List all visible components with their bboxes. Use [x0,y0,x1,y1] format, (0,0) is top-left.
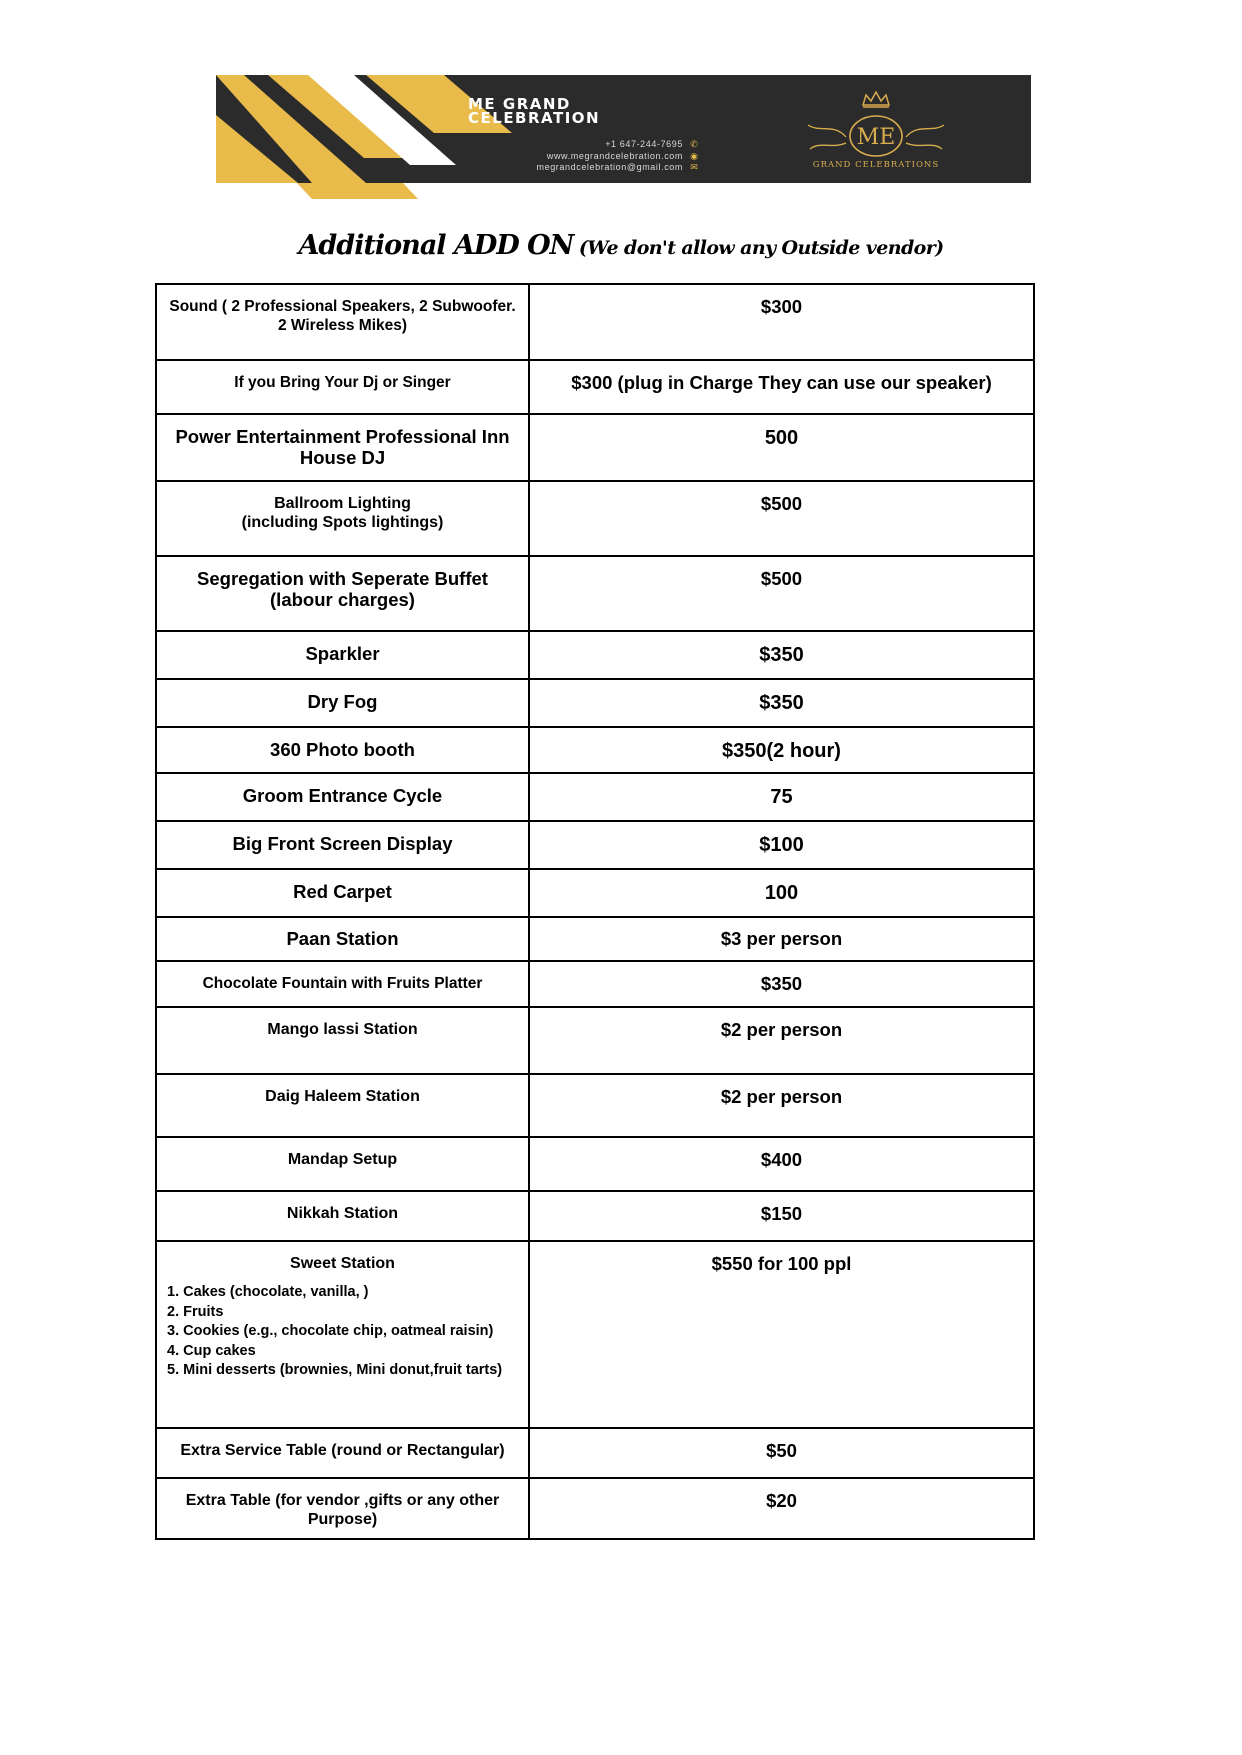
addon-item: Sparkler [305,643,380,664]
addon-price: $500 [760,568,803,589]
addon-item: Mango lassi Station [267,1021,418,1038]
table-row [156,631,1034,679]
addon-price: $350 [759,644,804,666]
addon-item: Sound ( 2 Professional Speakers, 2 Subwoofer. 2 Wireless Mikes) [169,298,516,334]
addon-price: $350 [759,692,804,714]
brand-name: ME GRAND CELEBRATION [468,95,601,127]
addon-price: $500 [760,493,803,514]
addon-price: $350 [760,973,803,994]
contact-icons [687,139,701,174]
email[interactable]: megrandcelebration@gmail.com [536,162,683,172]
table-row [156,284,1034,360]
svg-text:GRAND CELEBRATIONS: GRAND CELEBRATIONS [812,160,940,170]
addon-price: $300 (plug in Charge They can use our speaker) [571,372,992,393]
addon-item: Power Entertainment Professional Inn House DJ [175,426,510,468]
globe-icon: ◉ [690,150,698,161]
table-row [156,1074,1034,1137]
addon-price: $20 [766,1490,797,1511]
addon-price: $3 per person [720,928,843,949]
addon-item: Extra Service Table (round or Rectangular) [180,1442,505,1459]
addon-item: Segregation with Seperate Buffet (labour charges) [197,568,488,610]
gold-stripe-tail [216,183,446,199]
list-item: 4. Cup cakes [167,1342,256,1359]
table-row [156,679,1034,727]
title-note: (We don't allow any Outside vendor) [578,237,944,259]
addon-price: $550 for 100 ppl [711,1253,852,1274]
addon-item: 360 Photo booth [270,739,415,760]
list-item: 3. Cookies (e.g., chocolate chip, oatmeal raisin) [167,1323,494,1339]
addon-item: Extra Table (for vendor ,gifts or any other Purpose) [185,1492,500,1528]
addon-item: Sweet Station [290,1255,395,1272]
table-row [156,727,1034,773]
table-row [156,773,1034,821]
addon-price: $400 [760,1149,803,1170]
table-row [156,1137,1034,1191]
table-row [156,414,1034,481]
mail-icon: ✉ [690,162,698,172]
addon-item: Daig Haleem Station [265,1088,420,1105]
list-item: 1. Cakes (chocolate, vanilla, ) [167,1284,369,1300]
grand-celebrations-logo [776,87,976,172]
table-row [156,917,1034,961]
addon-item: Big Front Screen Display [232,833,453,854]
table-row [156,961,1034,1007]
list-item: 2. Fruits [167,1303,224,1320]
table-row [156,556,1034,631]
svg-text:ME: ME [856,125,896,150]
addon-price: 500 [764,427,799,449]
addon-price: 75 [770,786,793,808]
addon-price: $2 per person [720,1086,843,1107]
addon-price: $50 [766,1440,797,1461]
phone-icon: ✆ [690,139,698,149]
addon-item: Groom Entrance Cycle [242,785,443,806]
table-row [156,481,1034,556]
addon-item: Paan Station [286,928,399,949]
table-row [156,1241,1034,1428]
page-title [0,230,1242,261]
addon-item: Ballroom Lighting (including Spots lightings) [241,495,444,531]
addon-item: Dry Fog [307,691,378,712]
title-main: Additional ADD ON [298,230,574,261]
addon-item: Red Carpet [293,881,392,902]
table-row [156,1478,1034,1539]
addon-item: Mandap Setup [287,1151,398,1168]
contact-block [537,139,684,174]
table-row [156,1191,1034,1241]
addon-price: 100 [764,882,799,904]
header-banner [216,75,1031,183]
list-item: 5. Mini desserts (brownies, Mini donut,fruit tarts) [167,1362,503,1378]
addon-item: Chocolate Fountain with Fruits Platter [202,975,483,992]
website[interactable]: www.megrandcelebration.com [546,150,683,161]
addon-price: $350(2 hour) [722,740,841,762]
sweet-station-list [157,1273,528,1381]
table-row [156,1428,1034,1478]
addon-price: $300 [760,296,803,317]
table-row [156,821,1034,869]
table-row [156,869,1034,917]
addon-price: $2 per person [720,1019,843,1040]
table-row [156,1007,1034,1074]
crown-icon [863,92,889,107]
addon-price-table [155,283,1035,1540]
addon-item: If you Bring Your Dj or Singer [234,374,451,391]
addon-price: $100 [759,834,804,856]
addon-price: $150 [760,1203,803,1224]
phone-number: +1 647-244-7695 [605,139,683,149]
addon-item: Nikkah Station [286,1205,399,1222]
table-row [156,360,1034,414]
